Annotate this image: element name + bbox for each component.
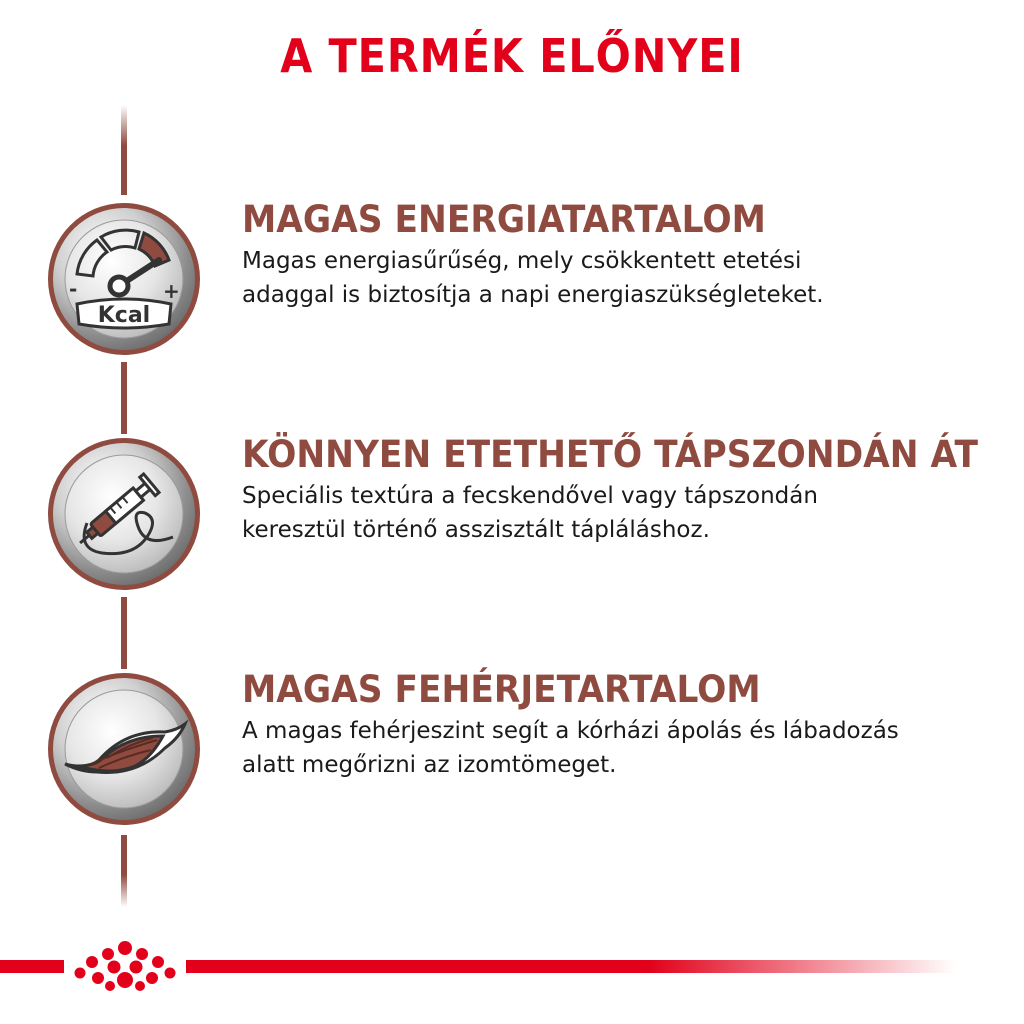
timeline-line-bottom	[121, 835, 127, 907]
benefit-heading: MAGAS ENERGIATARTALOM	[242, 198, 766, 241]
benefit-description	[242, 714, 1012, 782]
kcal-gauge-icon	[47, 202, 201, 356]
kcal-label: Kcal	[97, 303, 151, 328]
footer-bar-right	[186, 960, 956, 973]
benefit-description	[242, 244, 1012, 312]
svg-text:+: +	[163, 279, 180, 303]
benefit-text-line: keresztül történő asszisztált tápláláshoz.	[242, 517, 710, 543]
benefit-text-line: adaggal is biztosítja a napi energiaszükségleteket.	[242, 282, 824, 308]
royal-canin-crown-logo	[70, 934, 180, 994]
footer-bar-left	[0, 960, 64, 973]
muscle-icon	[47, 672, 201, 826]
benefit-tube-feeding	[242, 433, 1012, 547]
timeline-line-segment	[121, 362, 127, 434]
benefit-high-energy	[242, 198, 1012, 312]
benefit-text-line: alatt megőrizni az izomtömeget.	[242, 752, 617, 778]
timeline-line-top	[121, 105, 127, 195]
svg-text:-: -	[69, 277, 78, 301]
benefit-high-protein	[242, 668, 1012, 782]
benefit-text-line: Magas energiasűrűség, mely csökkentett etetési	[242, 248, 802, 274]
benefit-heading: KÖNNYEN ETETHETŐ TÁPSZONDÁN ÁT	[242, 433, 978, 476]
timeline-line-segment	[121, 597, 127, 669]
benefit-text-line: Speciális textúra a fecskendővel vagy tápszondán	[242, 483, 818, 509]
benefit-heading: MAGAS FEHÉRJETARTALOM	[242, 668, 761, 711]
page-title: A TERMÉK ELŐNYEI	[280, 29, 744, 83]
syringe-tube-icon	[47, 437, 201, 591]
benefit-text-line: A magas fehérjeszint segít a kórházi ápolás és lábadozás	[242, 718, 899, 744]
benefit-description	[242, 479, 1012, 547]
